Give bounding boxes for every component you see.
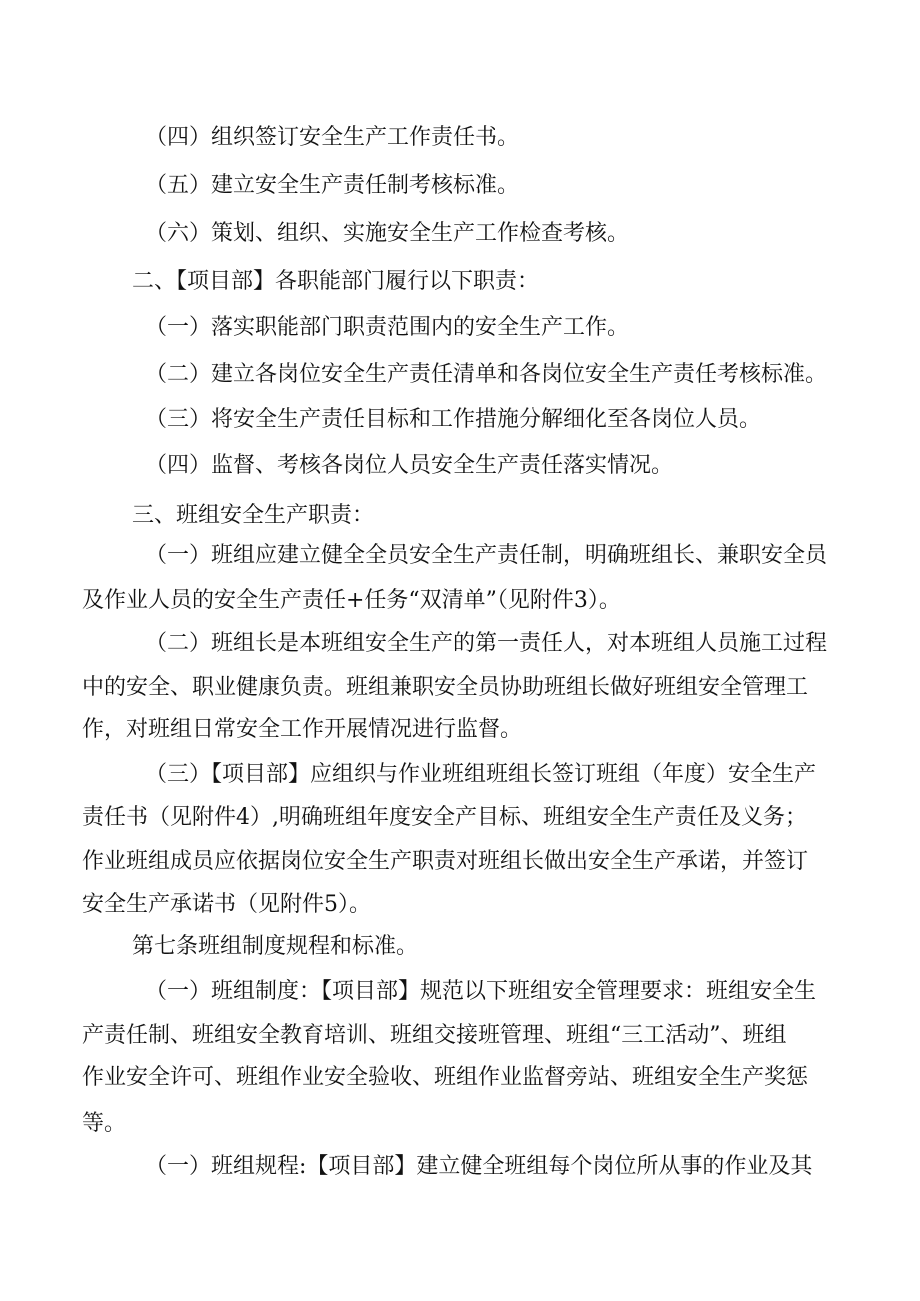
paragraph-item-2: （二）建立各岗位安全生产责任清单和各岗位安全生产责任考核标准。: [145, 362, 828, 387]
paragraph-line: （一）班组制度：【项目部】规范以下班组安全管理要求：班组安全生: [145, 979, 817, 1004]
paragraph-line: 中的安全、职业健康负责。班组兼职安全员协助班组长做好班组安全管理工: [82, 675, 809, 700]
paragraph-line: 作，对班组日常安全工作开展情况进行监督。: [82, 717, 523, 742]
paragraph-line: 责任书（见附件4）,明确班组年度安全产目标、班组安全生产责任及义务；: [82, 805, 807, 830]
paragraph-line: 等。: [82, 1111, 127, 1136]
paragraph-line: 及作业人员的安全生产责任+任务“双清单”（见附件3）。: [82, 588, 621, 613]
paragraph-line: （一）班组规程:【项目部】建立健全班组每个岗位所从事的作业及其: [145, 1154, 813, 1179]
section-heading-3: 三、班组安全生产职责：: [132, 503, 375, 528]
paragraph-item-5: （五）建立安全生产责任制考核标准。: [145, 173, 520, 198]
article-heading: 第七条班组制度规程和标准。: [132, 934, 419, 959]
paragraph-line: （二）班组长是本班组安全生产的第一责任人，对本班组人员施工过程: [145, 631, 828, 656]
paragraph-line: 作业安全许可、班组作业安全验收、班组作业监督旁站、班组安全生产奖惩: [82, 1065, 809, 1090]
paragraph-line: （三）【项目部】应组织与作业班组班组长签订班组（年度）安全生产: [145, 762, 817, 787]
paragraph-line: （一）班组应建立健全全员安全生产责任制，明确班组长、兼职安全员: [145, 543, 828, 568]
paragraph-item-3: （三）将安全生产责任目标和工作措施分解细化至各岗位人员。: [145, 407, 762, 432]
section-heading-2: 二、【项目部】各职能部门履行以下职责：: [132, 269, 540, 294]
paragraph-line: 产责任制、班组安全教育培训、班组交接班管理、班组“三工活动”、班组: [82, 1023, 787, 1048]
paragraph-item-4: （四）组织签订安全生产工作责任书。: [145, 125, 520, 150]
paragraph-item-6: （六）策划、组织、实施安全生产工作检查考核。: [145, 221, 630, 246]
paragraph-line: 安全生产承诺书（见附件5）。: [82, 892, 371, 917]
paragraph-line: 作业班组成员应依据岗位安全生产职责对班组长做出安全生产承诺，并签订: [82, 849, 809, 874]
paragraph-item-1: （一）落实职能部门职责范围内的安全生产工作。: [145, 315, 630, 340]
paragraph-item-4b: （四）监督、考核各岗位人员安全生产责任落实情况。: [145, 453, 674, 478]
